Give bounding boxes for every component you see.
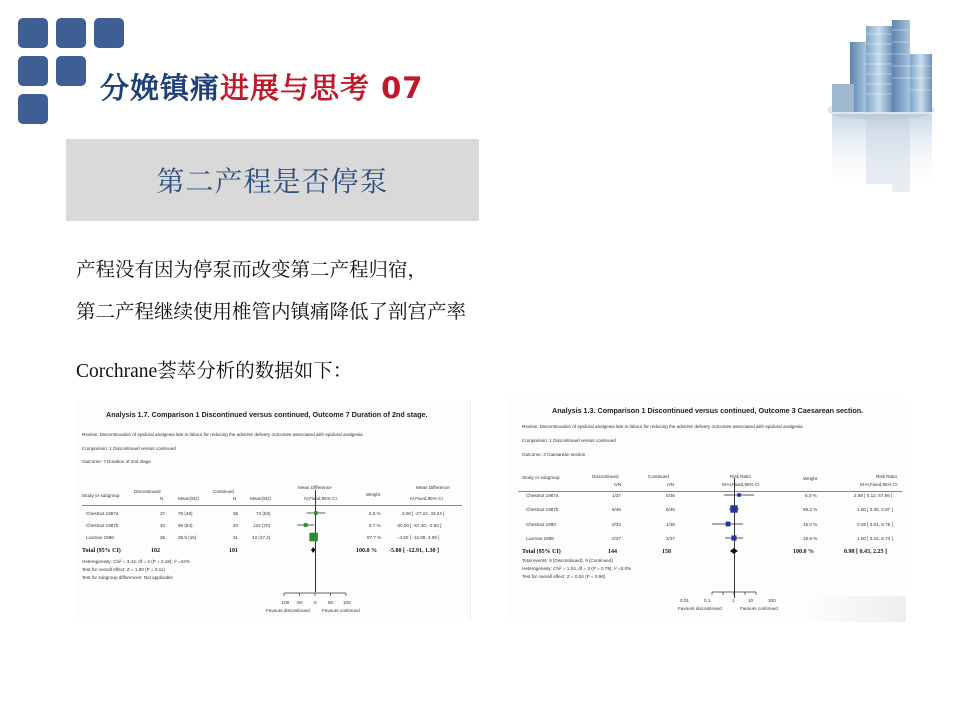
fig2-row3-ci: 0.29 [ 0.01, 6.76 ]	[857, 522, 893, 527]
forest-plot-caesarean	[508, 398, 906, 622]
section-banner	[66, 139, 479, 221]
fig1-outcome: Outcome: 7 Duration of 2nd stage	[82, 459, 151, 464]
fig2-total-d: 144	[608, 549, 617, 555]
logo-square	[56, 56, 86, 86]
fig1-tick-label: -100	[280, 600, 290, 605]
body-line-3-latin: Corchrane	[76, 361, 158, 382]
fig1-row1-n2: 36	[233, 511, 239, 516]
fig2-events: Total events: 9 (Discontinued), 9 (Continued)	[522, 558, 613, 563]
body-line-2: 第二产程继续使用椎管内镇痛降低了剖宫产率	[76, 300, 467, 323]
fig1-col-md-sub: IV,Fixed,95% CI	[304, 496, 337, 501]
fig1-title: Analysis 1.7. Comparison 1 Discontinued versus continued, Outcome 7 Duration of 2nd stage.	[106, 410, 428, 419]
fig1-row1-ci: 3.00 [ -27.24, 33.24 ]	[402, 511, 445, 516]
fig2-tick-label: 100	[768, 598, 776, 603]
fig2-row4-ci: 1.00 [ 0.15, 6.73 ]	[857, 536, 893, 541]
fig2-col-rr2-sub: M-H,Fixed,95% CI	[860, 482, 898, 487]
fig1-tick-label: 100	[343, 600, 351, 605]
fig1-row2-ci: -30.00 [ -57.40, -2.60 ]	[396, 523, 442, 528]
fig1-col-n2: N	[233, 496, 237, 501]
fig1-row1-m1: 76 (48)	[178, 511, 193, 516]
fig2-row1-ci: 2.89 [ 0.12, 67.96 ]	[854, 493, 893, 498]
fig1-row1-study: Chestnut 1987a	[86, 511, 119, 516]
fig2-row3-d: 0/34	[612, 522, 621, 527]
fig2-total-c: 158	[662, 549, 671, 555]
fig1-col-md: Mean Difference	[298, 485, 332, 490]
fig2-row2-c: 6/46	[666, 507, 675, 512]
fig2-col-rr-sub: M-H,Fixed,95% CI	[722, 482, 760, 487]
slide-title-part1: 分娩镇痛	[100, 71, 221, 105]
fig2-row4-c: 2/37	[666, 536, 675, 541]
fig1-row2-study: Chestnut 1987b	[86, 523, 119, 528]
logo-square	[94, 18, 124, 48]
fig1-study-marker	[314, 511, 318, 515]
fig1-tick-label: 0	[314, 600, 317, 605]
fig2-row1-w: 5.0 %	[805, 493, 817, 498]
fig1-col-n1: N	[160, 496, 164, 501]
fig2-total-w: 100.0 %	[793, 549, 814, 555]
fig1-row1-w: 5.5 %	[369, 511, 381, 516]
fig2-comparison: Comparison: 1 Discontinued versus continued	[522, 438, 616, 443]
fig2-study-marker	[731, 535, 736, 540]
fig1-total-n2: 101	[229, 548, 238, 554]
fig2-col-disc: Discontinued	[592, 474, 619, 479]
fig2-row3-study: Chestnut 1990	[526, 522, 556, 527]
slide-title-part2: 进展与思考 07	[220, 71, 424, 105]
fig1-row2-m2: 124 (70)	[253, 523, 271, 528]
fig2-total-ci: 0.98 [ 0.43, 2.25 ]	[844, 549, 887, 555]
slide-title	[100, 66, 423, 107]
fig1-heterogeneity: Heterogeneity: Chi² = 3.44, df = 2 (P = 0.18); I² =42%	[82, 559, 190, 564]
fig2-review: Review: Discontinuation of epidural analgesia late in labour for reducing the adverse delivery outcomes associated with epidural analgesia	[522, 424, 803, 429]
fig1-favours-right: Favours continued	[322, 608, 360, 613]
fig2-tick-label: 10	[748, 598, 754, 603]
fig1-total-n1: 102	[151, 548, 160, 554]
fig2-study-marker	[730, 505, 737, 512]
fig1-subgroup: Test for subgroup differences: Not applicable	[82, 575, 173, 580]
fig1-row3-n2: 31	[233, 535, 239, 540]
fig1-row3-n1: 35	[160, 535, 166, 540]
fig2-study-marker	[737, 493, 741, 497]
logo-square	[56, 18, 86, 48]
fig2-row1-study: Chestnut 1987a	[526, 493, 559, 498]
fig1-comparison: Comparison: 1 Discontinued versus continued	[82, 446, 176, 451]
fig1-study-marker	[304, 523, 308, 527]
fig1-review: Review: Discontinuation of epidural analgesia late in labour for reducing the adverse delivery outcomes associated with epidural analgesia	[82, 432, 363, 437]
fig2-col-cont-sub: n/N	[667, 482, 675, 487]
fig1-col-mean2: Mean(SD)	[250, 496, 271, 501]
fig1-total-w: 100.0 %	[356, 548, 377, 554]
fig2-favours-right: Favours continued	[740, 606, 778, 611]
fig2-row4-d: 2/37	[612, 536, 621, 541]
fig1-overall-effect: Test for overall effect: Z = 1.60 (P = 0.11)	[82, 567, 165, 572]
fig2-row3-w: 16.0 %	[803, 522, 818, 527]
fig1-col-study: Study or subgroup	[82, 493, 120, 498]
logo-square	[18, 18, 48, 48]
fig2-plot	[508, 398, 906, 622]
fig2-fade	[808, 596, 906, 622]
fig2-row2-study: Chestnut 1987b	[526, 507, 559, 512]
fig2-heterogeneity: Heterogeneity: Chi² = 1.04, df = 3 (P = 0.79); I² =0.0%	[522, 566, 632, 571]
fig1-col-md2-sub: IV,Fixed,95% CI	[410, 496, 443, 501]
fig2-outcome: Outcome: 3 Caesarean section	[522, 452, 586, 457]
fig2-row1-d: 1/37	[612, 493, 621, 498]
fig1-row2-n1: 40	[160, 523, 166, 528]
body-line-3	[76, 355, 352, 383]
body-line-3-cjk: 荟萃分析的数据如下：	[157, 359, 353, 382]
fig1-row2-n2: 40	[233, 523, 239, 528]
banner-text: 第二产程是否停泵	[156, 165, 389, 198]
fig1-total-label: Total (95% CI)	[82, 548, 121, 554]
fig1-study-marker	[309, 533, 318, 542]
fig2-col-rr: Risk Ratio	[730, 474, 751, 479]
fig2-tick-label: 1	[732, 598, 735, 603]
fig1-total-diamond	[311, 547, 315, 553]
fig2-study-marker	[726, 522, 731, 527]
fig2-col-rr2: Risk Ratio	[876, 474, 897, 479]
fig1-tick-label: 50	[328, 600, 334, 605]
fig1-total-ci: -5.80 [ -12.91, 1.30 ]	[389, 548, 439, 554]
fig2-total-label: Total (95% CI)	[522, 549, 561, 555]
fig1-row2-m1: 99 (54)	[178, 523, 193, 528]
fig2-title: Analysis 1.3. Comparison 1 Discontinued versus continued, Outcome 3 Caesarean section.	[552, 406, 864, 415]
fig1-row3-m2: 43 (17.2)	[252, 535, 271, 540]
fig2-col-weight: Weight	[803, 476, 818, 481]
fig1-col-md2: Mean Difference	[416, 485, 450, 490]
fig2-row2-ci: 1.00 [ 0.35, 2.87 ]	[857, 507, 893, 512]
fig2-col-cont: Continued	[648, 474, 669, 479]
fig2-col-disc-sub: n/N	[614, 482, 622, 487]
fig1-row3-w: 87.7 %	[367, 535, 382, 540]
fig2-row1-c: 0/36	[666, 493, 675, 498]
forest-plot-duration	[76, 400, 471, 621]
fig2-tick-label: 0.1	[704, 598, 711, 603]
logo-square	[18, 56, 48, 86]
fig1-col-mean1: Mean(SD)	[178, 496, 199, 501]
fig2-row2-d: 6/46	[612, 507, 621, 512]
fig1-row2-w: 6.7 %	[369, 523, 381, 528]
fig2-row4-study: Luxman 1996	[526, 536, 554, 541]
fig2-col-study: Study or subgroup	[522, 475, 560, 480]
fig1-row3-m1: 38.5 (15)	[178, 535, 197, 540]
fig2-total-diamond	[730, 548, 738, 554]
fig1-tick-label: -50	[296, 600, 303, 605]
fig1-row1-n1: 37	[160, 511, 166, 516]
fig2-row2-w: 59.3 %	[803, 507, 818, 512]
fig1-col-cont: Continued	[213, 489, 234, 494]
fig1-row3-ci: -4.50 [ -12.09, 3.09 ]	[398, 535, 440, 540]
fig1-row1-m2: 73 (63)	[256, 511, 271, 516]
fig2-favours-left: Favours discontinued	[678, 606, 722, 611]
fig1-row3-study: Luxman 1996	[86, 535, 114, 540]
body-line-1: 产程没有因为停泵而改变第二产程归宿，	[76, 258, 428, 281]
fig2-row4-w: 19.8 %	[803, 536, 818, 541]
building-image	[826, 14, 944, 194]
fig2-tick-label: 0.01	[680, 598, 689, 603]
fig1-plot	[76, 400, 471, 621]
fig1-col-disc: Discontinued	[134, 489, 161, 494]
logo-square	[18, 94, 48, 124]
fig2-overall-effect: Test for overall effect: Z = 0.04 (P = 0.96)	[522, 574, 606, 579]
fig2-row3-c: 1/35	[666, 522, 675, 527]
fig1-favours-left: Favours discontinued	[266, 608, 310, 613]
fig1-col-weight: Weight	[366, 492, 381, 497]
